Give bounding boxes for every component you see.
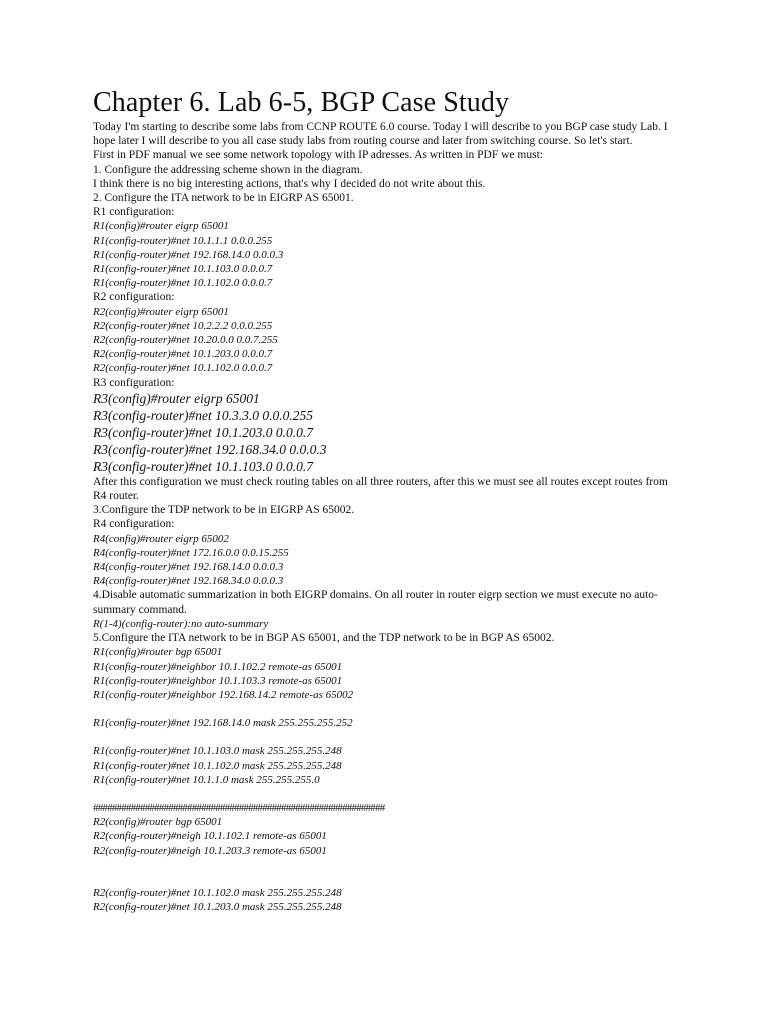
code-line: R2(config-router)#net 10.20.0.0 0.0.7.255 — [93, 334, 278, 347]
intro-paragraph: Today I'm starting to describe some labs from CCNP ROUTE 6.0 course. Today I will describe to you BGP case study Lab. I hope later I will describe to you all case study labs from routing course and later from switching course. So let's start. — [93, 121, 668, 148]
spacer — [93, 787, 683, 801]
code-line: R4(config-router)#net 172.16.0.0 0.0.15.255 — [93, 546, 289, 559]
step-1: 1. Configure the addressing scheme shown in the diagram. — [93, 163, 363, 176]
code-line: R2(config-router)#neigh 10.1.203.3 remote-as 65001 — [93, 844, 327, 857]
r1-config-label: R1 configuration: — [93, 206, 175, 219]
r4-config-label: R4 configuration: — [93, 518, 175, 531]
code-line: R2(config-router)#neigh 10.1.102.1 remote-as 65001 — [93, 830, 327, 843]
code-line-large: R3(config-router)#net 10.3.3.0 0.0.0.255 — [93, 407, 313, 423]
code-line: R2(config-router)#net 10.1.102.0 0.0.0.7 — [93, 362, 273, 375]
step-3: 3.Configure the TDP network to be in EIGRP AS 65002. — [93, 504, 355, 517]
code-line: R1(config-router)#neighbor 192.168.14.2 remote-as 65002 — [93, 688, 354, 701]
code-line: R4(config)#router eigrp 65002 — [93, 532, 229, 545]
code-line: R2(config-router)#net 10.1.203.0 mask 255.255.255.248 — [93, 900, 342, 913]
code-line: R1(config-router)#net 192.168.14.0 0.0.0.3 — [93, 248, 284, 261]
code-line: R2(config-router)#net 10.1.102.0 mask 255.255.255.248 — [93, 886, 342, 899]
code-line-large: R3(config-router)#net 10.1.103.0 0.0.0.7 — [93, 458, 313, 474]
code-line: R2(config)#router eigrp 65001 — [93, 305, 229, 318]
code-line: R1(config-router)#net 192.168.14.0 mask 255.255.255.252 — [93, 717, 353, 730]
code-line: R1(config-router)#net 10.1.102.0 0.0.0.7 — [93, 277, 273, 290]
code-line: R1(config-router)#net 10.1.1.0 mask 255.255.255.0 — [93, 773, 320, 786]
code-line: R1(config-router)#neighbor 10.1.102.2 remote-as 65001 — [93, 660, 343, 673]
code-line: R2(config-router)#net 10.2.2.2 0.0.0.255 — [93, 319, 273, 332]
step-4: 4.Disable automatic summarization in both EIGRP domains. On all router in router eigrp section we must execute no auto-summary command. — [93, 589, 658, 616]
step-5: 5.Configure the ITA network to be in BGP AS 65001, and the TDP network to be in BGP AS 65002. — [93, 632, 555, 645]
code-line-large: R3(config-router)#net 10.1.203.0 0.0.0.7 — [93, 424, 313, 440]
code-line: R1(config-router)#net 10.1.103.0 0.0.0.7 — [93, 263, 273, 276]
code-line: R1(config-router)#net 10.1.103.0 mask 255.255.255.248 — [93, 745, 342, 758]
document-body — [93, 86, 683, 914]
code-line: R(1-4)(config-router):no auto-summary — [93, 617, 269, 630]
r3-config-label: R3 configuration: — [93, 376, 175, 389]
page-title: Chapter 6. Lab 6-5, BGP Case Study — [93, 87, 510, 118]
think-paragraph: I think there is no big interesting actions, that's why I decided do not write about this. — [93, 177, 486, 190]
code-line: R1(config-router)#neighbor 10.1.103.3 remote-as 65001 — [93, 674, 343, 687]
r2-config-label: R2 configuration: — [93, 291, 175, 304]
code-line: R4(config-router)#net 192.168.34.0 0.0.0.3 — [93, 575, 284, 588]
code-line: R4(config-router)#net 192.168.14.0 0.0.0.3 — [93, 561, 284, 574]
code-line: R1(config-router)#net 10.1.102.0 mask 255.255.255.248 — [93, 759, 342, 772]
after-paragraph: After this configuration we must check routing tables on all three routers, after this we must see all routes except routes from R4 router. — [93, 475, 668, 503]
code-line: R1(config-router)#net 10.1.1.1 0.0.0.255 — [93, 234, 273, 247]
spacer — [93, 858, 683, 886]
spacer — [93, 730, 683, 744]
code-line: R1(config)#router bgp 65001 — [93, 646, 223, 659]
code-line: R2(config)#router bgp 65001 — [93, 816, 223, 829]
code-line-large: R3(config)#router eigrp 65001 — [93, 390, 260, 406]
separator-line: ############################################################## — [93, 801, 385, 814]
spacer — [93, 702, 683, 716]
code-line: R1(config)#router eigrp 65001 — [93, 220, 229, 233]
first-paragraph: First in PDF manual we see some network topology with IP adresses. As written in PDF we must: — [93, 149, 543, 162]
code-line: R2(config-router)#net 10.1.203.0 0.0.0.7 — [93, 348, 273, 361]
step-2: 2. Configure the ITA network to be in EIGRP AS 65001. — [93, 192, 354, 205]
code-line-large: R3(config-router)#net 192.168.34.0 0.0.0.3 — [93, 441, 327, 457]
